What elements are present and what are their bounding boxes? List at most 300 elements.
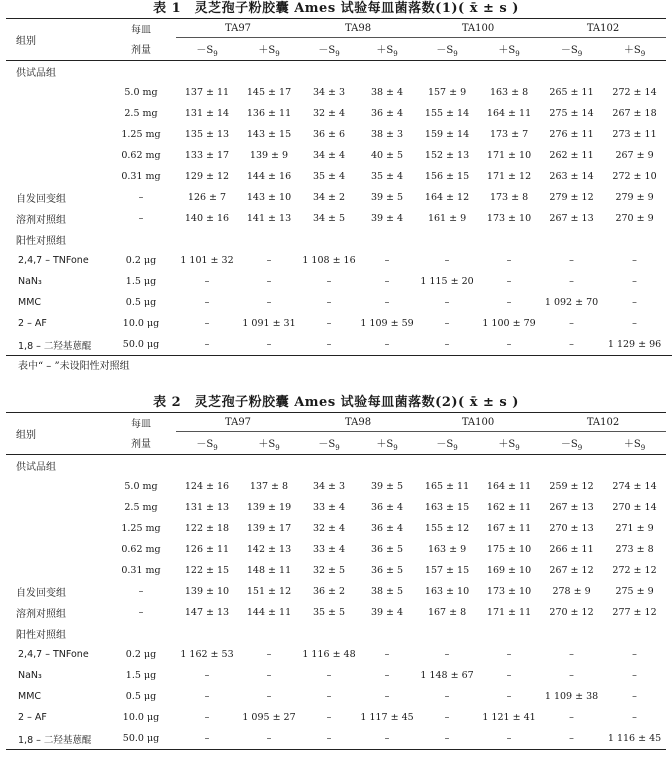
table-row bbox=[6, 334, 666, 355]
dose-cell: 0.2 μg bbox=[125, 649, 157, 660]
value-cell: 136 ± 11 bbox=[246, 108, 292, 119]
row-label: 供试品组 bbox=[16, 462, 56, 473]
value-cell: 34 ± 3 bbox=[312, 481, 346, 492]
value-cell: 164 ± 11 bbox=[486, 108, 532, 119]
value-cell: – bbox=[204, 339, 210, 350]
value-cell: – bbox=[204, 691, 210, 702]
dose-cell: 1.25 mg bbox=[121, 129, 161, 140]
value-cell: 33 ± 4 bbox=[312, 502, 346, 513]
table-row bbox=[6, 292, 666, 313]
value-cell: 39 ± 5 bbox=[370, 481, 404, 492]
value-cell bbox=[358, 455, 416, 477]
row-label bbox=[6, 518, 106, 539]
value-cell: 270 ± 13 bbox=[549, 523, 594, 534]
value-cell: 142 ± 13 bbox=[246, 544, 292, 555]
value-cell: 141 ± 13 bbox=[246, 213, 292, 224]
value-cell bbox=[540, 623, 603, 644]
table-row bbox=[6, 82, 666, 103]
table-row bbox=[6, 623, 666, 644]
value-cell: 148 ± 11 bbox=[246, 565, 292, 576]
value-cell: 267 ± 9 bbox=[615, 150, 654, 161]
value-cell: 163 ± 9 bbox=[427, 544, 467, 555]
table-row bbox=[6, 103, 666, 124]
value-cell: 276 ± 11 bbox=[549, 129, 594, 140]
value-cell: 1 162 ± 53 bbox=[180, 649, 234, 660]
value-cell: 39 ± 4 bbox=[370, 213, 404, 224]
dose-cell: 1.5 μg bbox=[125, 276, 157, 287]
row-label bbox=[6, 166, 106, 187]
value-cell: 140 ± 16 bbox=[184, 213, 230, 224]
value-cell: 271 ± 9 bbox=[615, 523, 654, 534]
value-cell: 155 ± 12 bbox=[424, 523, 470, 534]
row-label: 溶剂对照组 bbox=[16, 609, 66, 620]
value-cell: 263 ± 14 bbox=[549, 171, 594, 182]
value-cell: 131 ± 13 bbox=[184, 502, 230, 513]
value-cell bbox=[238, 61, 300, 83]
value-cell: 167 ± 8 bbox=[427, 607, 467, 618]
value-cell: – bbox=[326, 339, 332, 350]
value-cell: 32 ± 5 bbox=[312, 565, 346, 576]
value-cell: – bbox=[632, 691, 637, 702]
value-cell: – bbox=[204, 733, 210, 744]
value-cell bbox=[176, 61, 238, 83]
value-cell: – bbox=[444, 649, 450, 660]
dose-cell: 5.0 mg bbox=[124, 481, 158, 492]
strain-header-ta100: TA100 bbox=[416, 413, 540, 432]
table-row bbox=[6, 61, 666, 83]
value-cell: 122 ± 18 bbox=[184, 523, 230, 534]
value-cell: – bbox=[384, 276, 390, 287]
row-label: 2 – AF bbox=[18, 318, 47, 329]
value-cell: – bbox=[326, 318, 332, 329]
plus-s9-header: $+S_9$ bbox=[623, 44, 646, 58]
value-cell: – bbox=[326, 670, 332, 681]
value-cell: 34 ± 5 bbox=[312, 213, 346, 224]
value-cell: – bbox=[506, 733, 512, 744]
value-cell: 122 ± 15 bbox=[184, 565, 230, 576]
row-label: 阳性对照组 bbox=[16, 630, 66, 641]
value-cell: 265 ± 11 bbox=[549, 87, 594, 98]
value-cell: 164 ± 11 bbox=[486, 481, 532, 492]
value-cell: – bbox=[506, 297, 512, 308]
value-cell: 275 ± 14 bbox=[549, 108, 594, 119]
value-cell: 163 ± 10 bbox=[424, 586, 470, 597]
value-cell bbox=[540, 455, 603, 477]
value-cell bbox=[176, 623, 238, 644]
value-cell: 40 ± 5 bbox=[370, 150, 404, 161]
table-row bbox=[6, 686, 666, 707]
table-1-body bbox=[6, 61, 666, 356]
row-label: 2,4,7 – TNFone bbox=[18, 255, 89, 266]
table-row bbox=[6, 476, 666, 497]
value-cell: 36 ± 4 bbox=[370, 108, 404, 119]
group-header: 组别 bbox=[16, 430, 36, 441]
value-cell bbox=[478, 455, 540, 477]
value-cell: 139 ± 10 bbox=[184, 586, 230, 597]
dose-cell: 0.5 μg bbox=[125, 691, 157, 702]
row-label: NaN₃ bbox=[18, 670, 42, 681]
dose-cell: 10.0 μg bbox=[122, 712, 160, 723]
value-cell: 1 101 ± 32 bbox=[180, 255, 234, 266]
table-row bbox=[6, 313, 666, 334]
value-cell: 144 ± 16 bbox=[246, 171, 292, 182]
table-1 bbox=[6, 18, 666, 355]
value-cell: 270 ± 9 bbox=[615, 213, 654, 224]
table-2-title: 表 2 灵芝孢子粉胶囊 Ames 试验每皿菌落数(2)( x̄ ± s ) bbox=[153, 395, 519, 410]
row-label bbox=[6, 560, 106, 581]
value-cell bbox=[478, 623, 540, 644]
strain-header-ta102: TA102 bbox=[540, 413, 666, 432]
dose-cell: 0.62 mg bbox=[121, 150, 161, 161]
value-cell: – bbox=[632, 276, 637, 287]
value-cell bbox=[603, 455, 666, 477]
value-cell: 38 ± 5 bbox=[370, 586, 404, 597]
dose-cell: 50.0 μg bbox=[122, 339, 160, 350]
value-cell: 144 ± 11 bbox=[246, 607, 292, 618]
dose-cell: 0.31 mg bbox=[121, 565, 161, 576]
value-cell: 156 ± 15 bbox=[424, 171, 470, 182]
value-cell: 1 091 ± 31 bbox=[242, 318, 296, 329]
value-cell bbox=[540, 229, 603, 250]
value-cell: 173 ± 7 bbox=[489, 129, 529, 140]
dose-header-line1: 每皿 bbox=[131, 418, 151, 430]
value-cell: 36 ± 4 bbox=[370, 502, 404, 513]
value-cell: – bbox=[384, 255, 390, 266]
minus-s9-header: $-S_9$ bbox=[196, 44, 218, 58]
dose-header-line2: 剂量 bbox=[131, 45, 151, 57]
value-cell: 35 ± 4 bbox=[370, 171, 404, 182]
value-cell: – bbox=[632, 297, 637, 308]
value-cell: 272 ± 14 bbox=[612, 87, 657, 98]
value-cell: 135 ± 13 bbox=[184, 129, 230, 140]
value-cell: – bbox=[506, 691, 512, 702]
dose-cell: 2.5 mg bbox=[124, 108, 158, 119]
minus-s9-header: $-S_9$ bbox=[436, 438, 458, 452]
value-cell: 34 ± 2 bbox=[312, 192, 346, 203]
value-cell: 39 ± 5 bbox=[370, 192, 404, 203]
value-cell bbox=[300, 61, 358, 83]
row-label bbox=[6, 476, 106, 497]
dose-cell: 0.5 μg bbox=[125, 297, 157, 308]
value-cell: 272 ± 10 bbox=[612, 171, 657, 182]
dose-cell: 0.2 μg bbox=[125, 255, 157, 266]
value-cell: – bbox=[569, 255, 574, 266]
strain-header-ta102: TA102 bbox=[540, 19, 666, 38]
value-cell: 163 ± 8 bbox=[489, 87, 529, 98]
value-cell: 270 ± 14 bbox=[612, 502, 657, 513]
row-label: 1,8 – 二羟基蒽醌 bbox=[18, 340, 92, 352]
value-cell: – bbox=[569, 318, 574, 329]
row-label: 溶剂对照组 bbox=[16, 215, 66, 226]
value-cell: 1 100 ± 79 bbox=[482, 318, 536, 329]
value-cell bbox=[603, 61, 666, 83]
value-cell: – bbox=[632, 670, 637, 681]
value-cell bbox=[176, 229, 238, 250]
value-cell: 157 ± 9 bbox=[427, 87, 467, 98]
dose-cell: 0.62 mg bbox=[121, 544, 161, 555]
value-cell bbox=[300, 455, 358, 477]
value-cell: 38 ± 4 bbox=[370, 87, 404, 98]
value-cell: 36 ± 6 bbox=[312, 129, 346, 140]
dose-cell: 2.5 mg bbox=[124, 502, 158, 513]
value-cell: – bbox=[384, 733, 390, 744]
dose-cell bbox=[106, 229, 176, 250]
row-label: MMC bbox=[18, 297, 42, 308]
value-cell: 1 116 ± 45 bbox=[607, 733, 662, 744]
table-row bbox=[6, 497, 666, 518]
value-cell: 161 ± 9 bbox=[427, 213, 467, 224]
value-cell: 259 ± 12 bbox=[549, 481, 594, 492]
plus-s9-header: $+S_9$ bbox=[376, 438, 398, 452]
value-cell: 1 109 ± 38 bbox=[544, 691, 599, 702]
table-row bbox=[6, 581, 666, 602]
value-cell: – bbox=[569, 733, 574, 744]
value-cell: 1 116 ± 48 bbox=[302, 649, 356, 660]
value-cell: 157 ± 15 bbox=[424, 565, 470, 576]
dose-cell bbox=[106, 455, 176, 477]
value-cell: – bbox=[384, 297, 390, 308]
value-cell: – bbox=[204, 712, 210, 723]
value-cell: 175 ± 10 bbox=[486, 544, 532, 555]
value-cell: – bbox=[266, 276, 272, 287]
row-label: 自发回变组 bbox=[16, 194, 66, 205]
plus-s9-header: $+S_9$ bbox=[376, 44, 398, 58]
value-cell bbox=[238, 455, 300, 477]
plus-s9-header: $+S_9$ bbox=[258, 438, 280, 452]
row-label: 2 – AF bbox=[18, 712, 47, 723]
value-cell: 173 ± 10 bbox=[486, 586, 532, 597]
value-cell: 279 ± 9 bbox=[615, 192, 654, 203]
value-cell bbox=[416, 455, 478, 477]
strain-header-ta100: TA100 bbox=[416, 19, 540, 38]
value-cell: 1 121 ± 41 bbox=[482, 712, 536, 723]
row-label bbox=[6, 82, 106, 103]
value-cell: 137 ± 8 bbox=[249, 481, 289, 492]
table-row bbox=[6, 560, 666, 581]
value-cell: 32 ± 4 bbox=[312, 523, 346, 534]
value-cell: – bbox=[384, 691, 390, 702]
row-label bbox=[6, 497, 106, 518]
value-cell: 36 ± 4 bbox=[370, 523, 404, 534]
value-cell bbox=[300, 623, 358, 644]
value-cell: – bbox=[506, 649, 512, 660]
row-label: 供试品组 bbox=[16, 68, 56, 79]
value-cell: – bbox=[632, 318, 637, 329]
value-cell: 163 ± 15 bbox=[424, 502, 470, 513]
value-cell: – bbox=[444, 733, 450, 744]
value-cell: 274 ± 14 bbox=[612, 481, 657, 492]
value-cell: 162 ± 11 bbox=[486, 502, 532, 513]
value-cell: 262 ± 11 bbox=[549, 150, 594, 161]
row-label bbox=[6, 103, 106, 124]
value-cell: 151 ± 12 bbox=[246, 586, 292, 597]
plus-s9-header: $+S_9$ bbox=[623, 438, 646, 452]
value-cell bbox=[478, 61, 540, 83]
dose-header-line2: 剂量 bbox=[131, 439, 151, 451]
value-cell: – bbox=[632, 712, 637, 723]
row-label: 阳性对照组 bbox=[16, 236, 66, 247]
table-row bbox=[6, 271, 666, 292]
dose-cell: – bbox=[138, 586, 144, 597]
value-cell: – bbox=[506, 670, 512, 681]
value-cell: – bbox=[326, 276, 332, 287]
value-cell bbox=[300, 229, 358, 250]
value-cell: – bbox=[266, 339, 272, 350]
value-cell: – bbox=[326, 691, 332, 702]
value-cell: 1 092 ± 70 bbox=[544, 297, 599, 308]
dose-cell: – bbox=[138, 192, 144, 203]
value-cell: 33 ± 4 bbox=[312, 544, 346, 555]
table-2 bbox=[6, 412, 666, 750]
value-cell: 279 ± 12 bbox=[549, 192, 594, 203]
value-cell: – bbox=[506, 255, 512, 266]
value-cell: – bbox=[569, 649, 574, 660]
value-cell: 34 ± 3 bbox=[312, 87, 346, 98]
value-cell: 129 ± 12 bbox=[184, 171, 230, 182]
dose-cell: – bbox=[138, 607, 144, 618]
value-cell: – bbox=[384, 670, 390, 681]
group-header: 组别 bbox=[16, 36, 36, 47]
value-cell: 143 ± 15 bbox=[246, 129, 292, 140]
value-cell: 165 ± 11 bbox=[424, 481, 470, 492]
plus-s9-header: $+S_9$ bbox=[498, 438, 520, 452]
value-cell: 270 ± 12 bbox=[549, 607, 594, 618]
dose-cell: 0.31 mg bbox=[121, 171, 161, 182]
value-cell bbox=[358, 229, 416, 250]
value-cell: – bbox=[204, 297, 210, 308]
table-2-body bbox=[6, 455, 666, 750]
value-cell: 272 ± 12 bbox=[612, 565, 657, 576]
minus-s9-header: $-S_9$ bbox=[318, 438, 340, 452]
table-row bbox=[6, 124, 666, 145]
row-label: MMC bbox=[18, 691, 42, 702]
value-cell: 34 ± 4 bbox=[312, 150, 346, 161]
table-row bbox=[6, 518, 666, 539]
value-cell: – bbox=[204, 670, 210, 681]
plus-s9-header: $+S_9$ bbox=[258, 44, 280, 58]
value-cell: 36 ± 5 bbox=[370, 544, 404, 555]
strain-header-ta98: TA98 bbox=[300, 19, 416, 38]
dose-cell: 5.0 mg bbox=[124, 87, 158, 98]
value-cell: 36 ± 5 bbox=[370, 565, 404, 576]
table-row bbox=[6, 208, 666, 229]
minus-s9-header: $-S_9$ bbox=[196, 438, 218, 452]
value-cell: 278 ± 9 bbox=[552, 586, 591, 597]
table-row bbox=[6, 250, 666, 271]
table-row bbox=[6, 644, 666, 665]
value-cell: 267 ± 18 bbox=[612, 108, 657, 119]
table-row bbox=[6, 166, 666, 187]
value-cell bbox=[478, 229, 540, 250]
value-cell: 267 ± 13 bbox=[549, 213, 594, 224]
dose-cell bbox=[106, 61, 176, 83]
value-cell: 155 ± 14 bbox=[424, 108, 470, 119]
table-row bbox=[6, 229, 666, 250]
value-cell bbox=[603, 623, 666, 644]
strain-header-ta97: TA97 bbox=[176, 413, 300, 432]
value-cell: 39 ± 4 bbox=[370, 607, 404, 618]
value-cell: – bbox=[506, 276, 512, 287]
strain-header-ta98: TA98 bbox=[300, 413, 416, 432]
row-label: 自发回变组 bbox=[16, 588, 66, 599]
value-cell: – bbox=[444, 691, 450, 702]
table-row bbox=[6, 145, 666, 166]
value-cell: – bbox=[266, 733, 272, 744]
value-cell: 36 ± 2 bbox=[312, 586, 346, 597]
value-cell: 1 115 ± 20 bbox=[420, 276, 474, 287]
value-cell bbox=[416, 61, 478, 83]
value-cell: – bbox=[266, 691, 272, 702]
value-cell: 145 ± 17 bbox=[246, 87, 292, 98]
value-cell: 32 ± 4 bbox=[312, 108, 346, 119]
value-cell: 275 ± 9 bbox=[615, 586, 654, 597]
table-row bbox=[6, 455, 666, 477]
value-cell: 169 ± 10 bbox=[486, 565, 532, 576]
value-cell: 167 ± 11 bbox=[486, 523, 532, 534]
value-cell bbox=[238, 229, 300, 250]
value-cell: – bbox=[326, 712, 332, 723]
value-cell: – bbox=[266, 670, 272, 681]
dose-cell: 1.25 mg bbox=[121, 523, 161, 534]
table-1-title: 表 1 灵芝孢子粉胶囊 Ames 试验每皿菌落数(1)( x̄ ± s ) bbox=[153, 1, 519, 16]
table-row bbox=[6, 539, 666, 560]
table-1-note: 表中“ – ”未设阳性对照组 bbox=[6, 355, 672, 378]
value-cell bbox=[603, 229, 666, 250]
value-cell: 273 ± 8 bbox=[615, 544, 654, 555]
value-cell: – bbox=[632, 649, 637, 660]
value-cell: 137 ± 11 bbox=[184, 87, 230, 98]
value-cell: – bbox=[569, 712, 574, 723]
row-label bbox=[6, 145, 106, 166]
table-row bbox=[6, 602, 666, 623]
value-cell: 159 ± 14 bbox=[424, 129, 470, 140]
value-cell: 133 ± 17 bbox=[184, 150, 230, 161]
value-cell: – bbox=[266, 649, 272, 660]
value-cell: 164 ± 12 bbox=[424, 192, 470, 203]
value-cell bbox=[540, 61, 603, 83]
value-cell: 171 ± 11 bbox=[486, 607, 532, 618]
table-row bbox=[6, 707, 666, 728]
value-cell bbox=[176, 455, 238, 477]
dose-cell: 1.5 μg bbox=[125, 670, 157, 681]
value-cell: 1 095 ± 27 bbox=[242, 712, 296, 723]
value-cell: – bbox=[444, 297, 450, 308]
table-row bbox=[6, 187, 666, 208]
value-cell: – bbox=[326, 733, 332, 744]
value-cell: 35 ± 5 bbox=[312, 607, 346, 618]
dose-cell: 10.0 μg bbox=[122, 318, 160, 329]
value-cell: 267 ± 12 bbox=[549, 565, 594, 576]
value-cell: – bbox=[444, 318, 450, 329]
value-cell: – bbox=[569, 670, 574, 681]
strain-header-ta97: TA97 bbox=[176, 19, 300, 38]
row-label: 2,4,7 – TNFone bbox=[18, 649, 89, 660]
minus-s9-header: $-S_9$ bbox=[560, 44, 583, 58]
value-cell bbox=[358, 623, 416, 644]
value-cell: 126 ± 11 bbox=[184, 544, 230, 555]
row-label bbox=[6, 124, 106, 145]
minus-s9-header: $-S_9$ bbox=[318, 44, 340, 58]
value-cell: – bbox=[326, 297, 332, 308]
dose-cell: 50.0 μg bbox=[122, 733, 160, 744]
value-cell: – bbox=[632, 255, 637, 266]
value-cell: – bbox=[204, 276, 210, 287]
value-cell: 266 ± 11 bbox=[549, 544, 594, 555]
value-cell: – bbox=[204, 318, 210, 329]
value-cell bbox=[238, 623, 300, 644]
value-cell: 152 ± 13 bbox=[424, 150, 470, 161]
plus-s9-header: $+S_9$ bbox=[498, 44, 520, 58]
